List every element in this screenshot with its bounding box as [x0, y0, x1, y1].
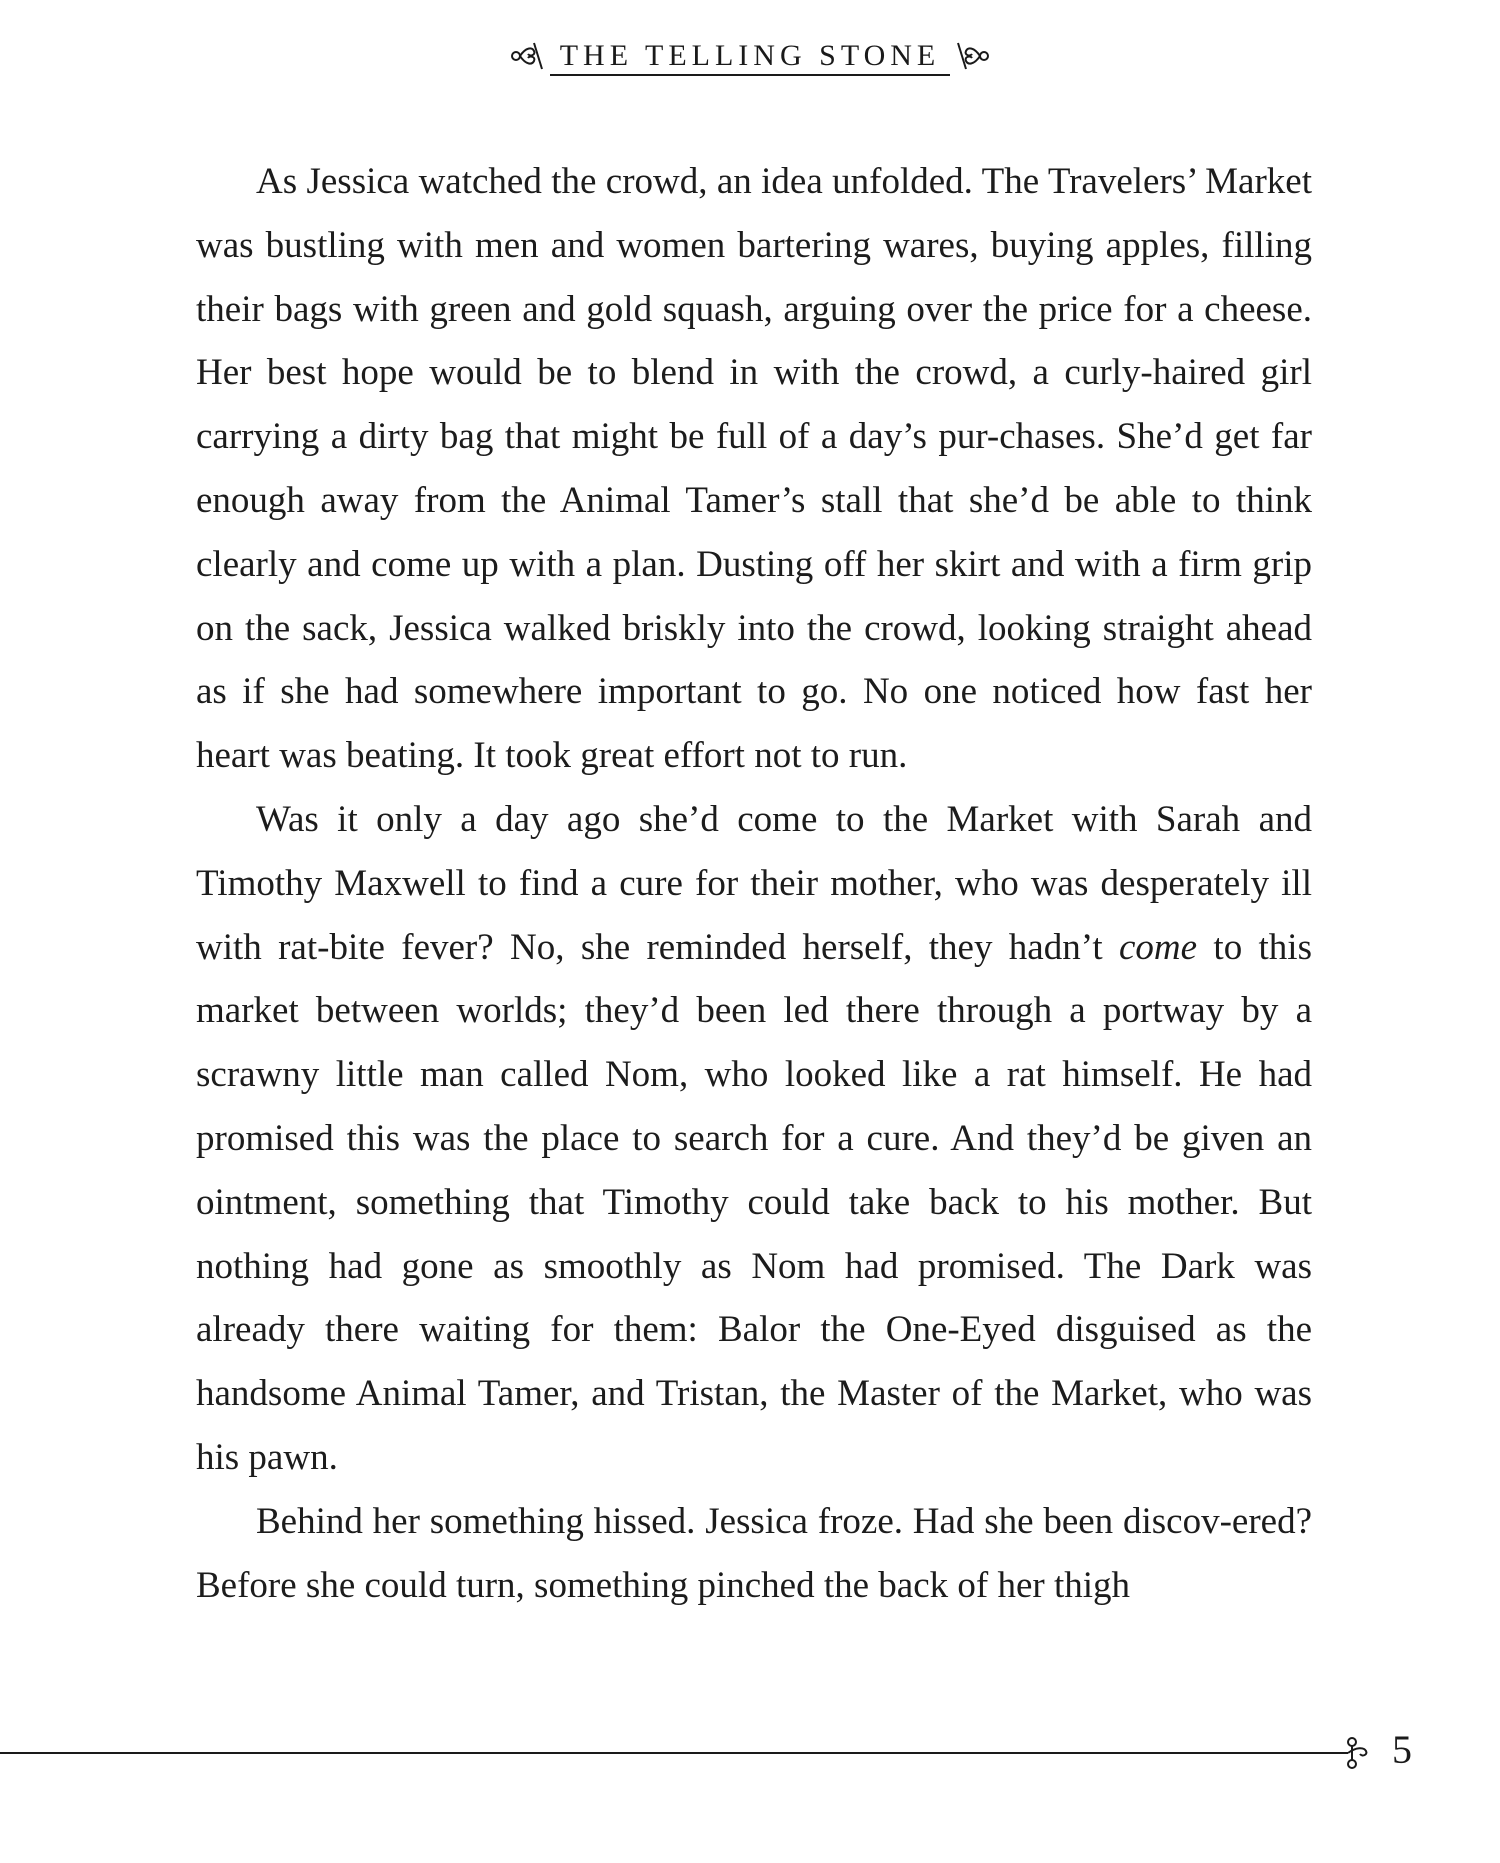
body-text	[196, 150, 1312, 1617]
paragraph-text: As Jessica watched the crowd, an idea unfolded. The Travelers’ Market was bustling with men and women bartering wares, buying apples, filling their bags with green and gold squash, arguing over the price for a cheese. Her best hope would be to blend in with the crowd, a curly-haired girl carrying a dirty bag that might be full of a day’s pur-chases. She’d get far enough away from the Animal Tamer’s stall that she’d be able to think clearly and come up with a plan. Dusting off her skirt and with a firm grip on the sack, Jessica walked briskly into the crowd, looking straight ahead as if she had somewhere important to go. No one noticed how fast her heart was beating. It took great effort not to run.	[196, 161, 1312, 777]
footer-rule	[0, 1752, 1335, 1754]
flourish-left-icon	[510, 41, 544, 71]
paragraph-text: to this market between worlds; they’d been led there through a portway by a scrawny little man called Nom, who looked like a rat himself. He had promised this was the place to search for a cure. And they’d be given an ointment, something that Timothy could take back to his mother. But nothing had gone as smoothly as Nom had promised. The Dark was already there waiting for them: Balor the One-Eyed disguised as the handsome Animal Tamer, and Tristan, the Master of the Market, who was his pawn.	[196, 926, 1312, 1478]
running-header-title: THE TELLING STONE	[550, 36, 951, 76]
italic-text: come	[1119, 926, 1198, 968]
paragraph-text: Behind her something hissed. Jessica froze. Had she been discov-ered? Before she could turn, something pinched the back of her thigh	[196, 1500, 1312, 1606]
paragraph-1	[196, 150, 1312, 788]
paragraph-text: Was it only a day ago she’d come to the Market with Sarah and Timothy Maxwell to find a cure for their mother, who was desperately ill with rat-bite fever? No, she reminded herself, they hadn’t	[196, 798, 1312, 968]
paragraph-2	[196, 788, 1312, 1490]
footer-flourish-icon	[1330, 1733, 1378, 1782]
running-header	[0, 36, 1500, 76]
header-frame	[510, 36, 991, 76]
paragraph-3	[196, 1490, 1312, 1618]
page-number: 5	[1392, 1727, 1412, 1772]
flourish-right-icon	[956, 41, 990, 71]
